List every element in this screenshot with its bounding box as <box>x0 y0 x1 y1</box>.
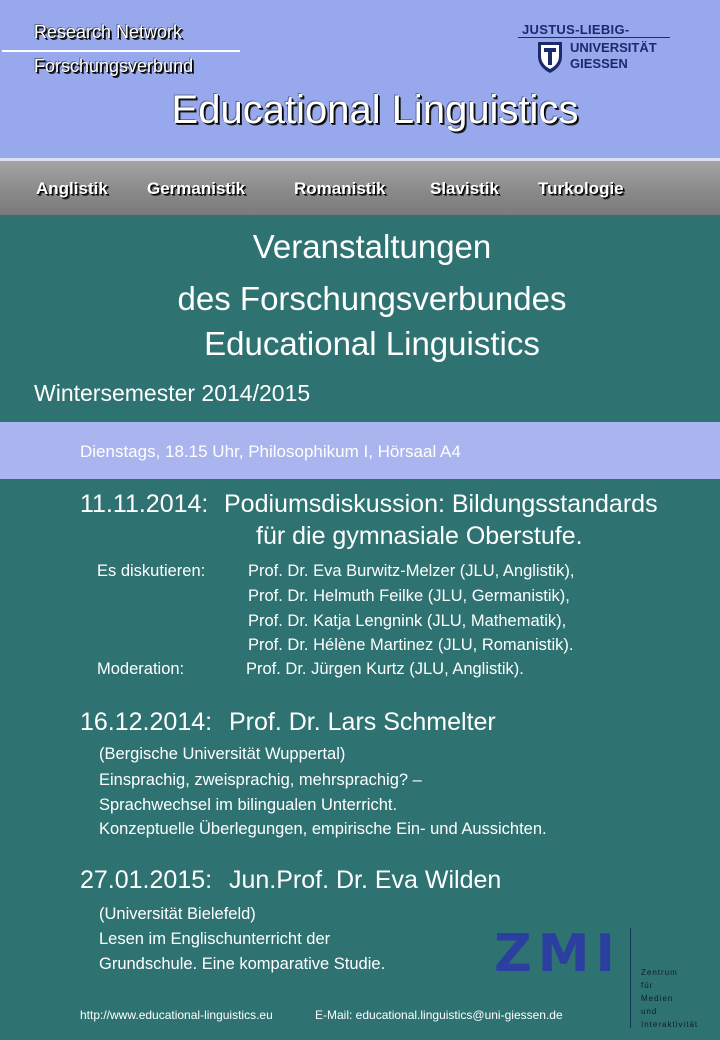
footer-website-link[interactable]: http://www.educational-linguistics.eu <box>80 1008 273 1022</box>
event-1-panelist-3: Prof. Dr. Katja Lengnink (JLU, Mathematik), <box>248 612 567 630</box>
event-3-line-2: Grundschule. Eine komparative Studie. <box>99 955 386 973</box>
subject-anglistik: Anglistik <box>36 179 108 198</box>
subject-romanistik: Romanistik <box>294 179 386 198</box>
event-2-title: Prof. Dr. Lars Schmelter <box>229 708 496 736</box>
footer-email-link[interactable]: E-Mail: educational.linguistics@uni-giessen.de <box>315 1008 563 1022</box>
page-title: Educational Linguistics <box>171 88 579 132</box>
zmi-logo: ZMI <box>494 924 621 984</box>
event-1-date: 11.11.2014: <box>80 490 209 518</box>
university-rule <box>518 37 670 38</box>
network-divider <box>2 50 240 52</box>
event-3-title: Jun.Prof. Dr. Eva Wilden <box>229 866 502 894</box>
university-name-line-2: UNIVERSITÄT <box>570 40 657 55</box>
event-3-line-1: Lesen im Englischunterricht der <box>99 930 331 948</box>
event-1-panelist-4: Prof. Dr. Hélène Martinez (JLU, Romanistik). <box>248 636 574 654</box>
schedule-text: Dienstags, 18.15 Uhr, Philosophikum I, Hörsaal A4 <box>80 442 461 461</box>
heading-line-1: Veranstaltungen <box>252 228 492 265</box>
zmi-divider <box>630 928 631 1028</box>
event-2-line-2: Sprachwechsel im bilingualen Unterricht. <box>99 796 398 814</box>
event-1-title-cont: für die gymnasiale Oberstufe. <box>256 522 583 550</box>
event-1-moderator: Prof. Dr. Jürgen Kurtz (JLU, Anglistik). <box>246 660 524 678</box>
network-label-en: Research Network <box>34 22 183 42</box>
event-1-panelist-2: Prof. Dr. Helmuth Feilke (JLU, Germanistik), <box>248 587 570 605</box>
subject-germanistik: Germanistik <box>147 179 246 198</box>
semester-label: Wintersemester 2014/2015 <box>34 380 311 406</box>
event-1-panel-label: Es diskutieren: <box>97 562 206 580</box>
zmi-line-4: und <box>641 1007 658 1016</box>
event-3-affiliation: (Universität Bielefeld) <box>99 905 256 923</box>
event-1-title: Podiumsdiskussion: Bildungsstandards <box>224 490 658 518</box>
zmi-line-2: für <box>641 981 654 990</box>
event-2-date: 16.12.2014: <box>80 708 213 736</box>
university-shield-icon <box>536 40 564 74</box>
network-label-de: Forschungsverbund <box>34 56 194 76</box>
zmi-line-5: Interaktivität <box>641 1020 699 1029</box>
heading-line-3: Educational Linguistics <box>204 325 540 362</box>
zmi-line-1: Zentrum <box>641 968 678 977</box>
heading-line-2: des Forschungsverbundes <box>177 280 567 317</box>
event-2-line-3: Konzeptuelle Überlegungen, empirische Ein- und Aussichten. <box>99 820 547 838</box>
university-name-line-1: JUSTUS-LIEBIG- <box>522 22 630 37</box>
event-1-moderation-label: Moderation: <box>97 660 185 678</box>
zmi-line-3: Medien <box>641 994 674 1003</box>
event-3-date: 27.01.2015: <box>80 866 213 894</box>
event-1-panelist-1: Prof. Dr. Eva Burwitz-Melzer (JLU, Anglistik), <box>248 562 575 580</box>
event-2-affiliation: (Bergische Universität Wuppertal) <box>99 745 346 763</box>
event-2-line-1: Einsprachig, zweisprachig, mehrsprachig? – <box>99 771 422 789</box>
subject-turkologie: Turkologie <box>538 179 624 198</box>
subject-slavistik: Slavistik <box>430 179 499 198</box>
university-name-line-3: GIESSEN <box>570 56 628 71</box>
